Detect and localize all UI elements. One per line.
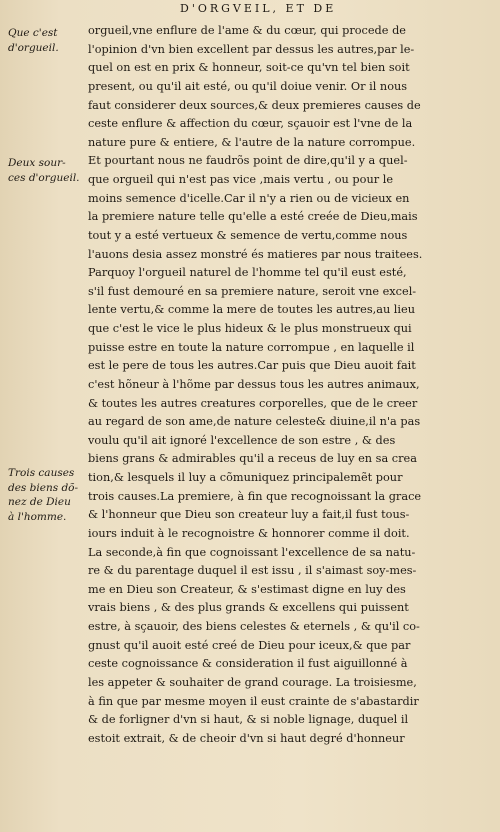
body-text (88, 22, 468, 748)
text-line: l'auons desia assez monstré és matieres par nous traitees. (88, 247, 423, 261)
text-line: re & du parentage duquel il est issu , il s'aimast soy-mes- (88, 564, 417, 578)
text-line: & toutes les autres creatures corporelles, que de le creer (88, 396, 418, 410)
text-line: voulu qu'il ait ignoré l'excellence de son estre , & des (88, 433, 396, 447)
text-line: Et pourtant nous ne faudrõs point de dire,qu'il y a quel- (88, 154, 408, 168)
text-line: La seconde,à fin que cognoissant l'excellence de sa natu- (88, 545, 416, 559)
text-line: vrais biens , & des plus grands & excellens qui puissent (88, 601, 409, 615)
text-line: moins semence d'icelle.Car il n'y a rien ou de vicieux en (88, 191, 410, 205)
text-line: au regard de son ame,de nature celeste& diuine,il n'a pas (88, 415, 421, 429)
text-line: present, ou qu'il ait esté, ou qu'il doiue venir. Or il nous (88, 79, 408, 93)
text-line: ceste cognoissance & consideration il fust aiguillonné à (88, 657, 408, 671)
text-line: est le pere de tous les autres.Car puis que Dieu auoit fait (88, 359, 416, 373)
margin-note-line: Que c'est (8, 27, 58, 39)
text-line: & de forligner d'vn si haut, & si noble lignage, duquel il (88, 713, 409, 727)
text-line: trois causes.La premiere, à fin que recognoissant la grace (88, 489, 422, 503)
text-line: que orgueil qui n'est pas vice ,mais vertu , ou pour le (88, 173, 394, 186)
text-line: c'est hõneur à l'hõme par dessus tous les autres animaux, (88, 377, 420, 391)
running-head: D'ORGVEIL, ET DE (180, 2, 337, 15)
text-line: puisse estre en toute la nature corrompue , en laquelle il (88, 340, 415, 354)
text-line: la premiere nature telle qu'elle a esté creée de Dieu,mais (88, 210, 418, 224)
text-line: lente vertu,& comme la mere de toutes les autres,au lieu (88, 303, 415, 317)
margin-note-line: ces d'orgueil. (8, 171, 80, 184)
text-line: quel on est en prix & honneur, soit-ce qu'vn tel bien soit (88, 61, 410, 75)
text-line: à fin que par mesme moyen il eust crainte de s'abastardir (88, 694, 419, 708)
text-line: & l'honneur que Dieu son createur luy a fait,il fust tous- (88, 508, 410, 522)
text-line: tout y a esté vertueux & semence de vertu,comme nous (88, 228, 408, 242)
text-line: s'il fust demouré en sa premiere nature, seroit vne excel- (88, 284, 417, 298)
margin-note (8, 156, 86, 185)
text-line: estoit extrait, & de cheoir d'vn si haut degré d'honneur (88, 731, 405, 745)
text-line: estre, à sçauoir, des biens celestes & eternels , & qu'il co- (88, 620, 420, 633)
text-line: ceste enflure & affection du cœur, sçauoir est l'vne de la (88, 117, 413, 131)
text-line: iours induit à le recognoistre & honnorer comme il doit. (88, 526, 410, 540)
text-line: nature pure & entiere, & l'autre de la nature corrompue. (88, 135, 416, 149)
text-line: Parquoy l'orgueil naturel de l'homme tel qu'il eust esté, (88, 266, 407, 280)
margin-note-line: à l'homme. (8, 510, 67, 523)
text-line: orgueil,vne enflure de l'ame & du cœur, qui procede de (88, 24, 406, 37)
text-line: tion,& lesquels il luy a cõmuniquez principalemẽt pour (88, 471, 403, 484)
text-line: que c'est le vice le plus hideux & le plus monstrueux qui (88, 322, 412, 335)
margin-note-line: nez de Dieu (8, 496, 71, 508)
text-line: biens grans & admirables qu'il a receus de luy en sa crea (88, 452, 417, 466)
text-line: les appeter & souhaiter de grand courage. La troisiesme, (88, 675, 417, 689)
margin-note (8, 466, 86, 524)
margin-note-line: des biens dõ- (8, 481, 79, 494)
text-line: gnust qu'il auoit esté creé de Dieu pour iceux,& que par (88, 638, 411, 652)
margin-note-line: Trois causes (8, 467, 75, 479)
text-line: l'opinion d'vn bien excellent par dessus les autres,par le- (88, 42, 415, 56)
text-line: me en Dieu son Createur, & s'estimast digne en luy des (88, 582, 406, 596)
margin-note-line: Deux sour- (8, 157, 66, 169)
text-line: faut considerer deux sources,& deux premieres causes de (88, 98, 421, 112)
margin-note (8, 26, 86, 55)
margin-note-line: d'orgueil. (8, 41, 59, 54)
